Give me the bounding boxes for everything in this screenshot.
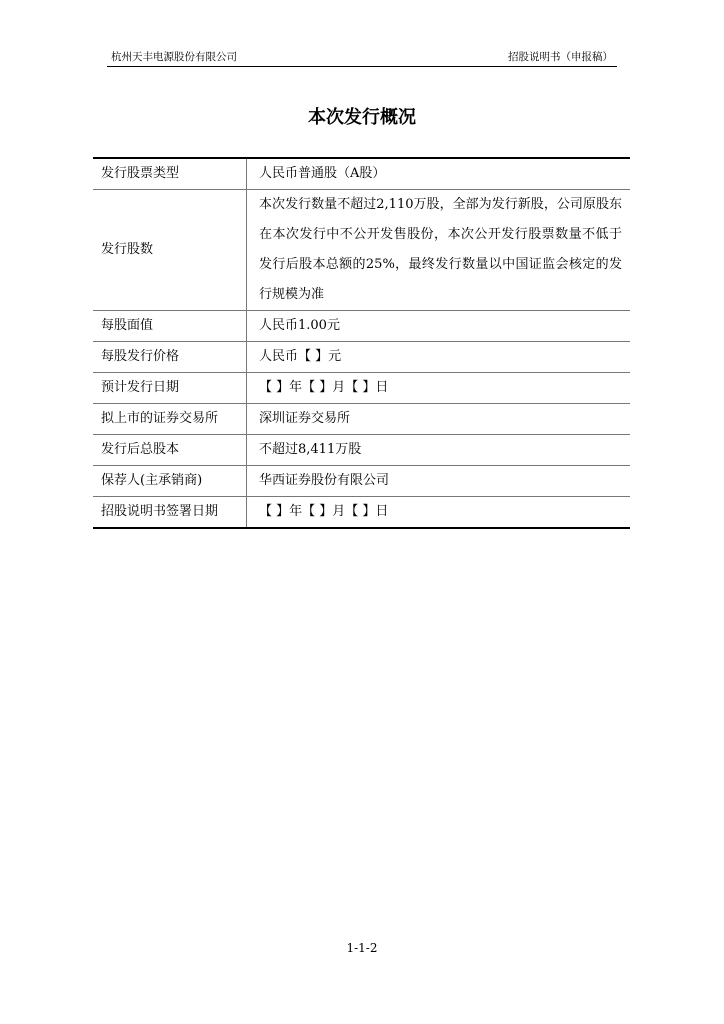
row-value: 人民币【 】元 xyxy=(259,349,342,364)
table-row xyxy=(93,311,630,342)
row-label: 保荐人(主承销商) xyxy=(93,466,247,497)
row-value: 人民币普通股（A股） xyxy=(259,166,386,181)
row-value: 【 】年【 】月【 】日 xyxy=(259,504,389,519)
row-label: 每股发行价格 xyxy=(93,342,247,373)
table-row xyxy=(93,466,630,497)
offering-overview-table xyxy=(93,157,630,529)
row-value: 华西证券股份有限公司 xyxy=(259,473,390,488)
table-row xyxy=(93,373,630,404)
header-document-name: 招股说明书（申报稿） xyxy=(508,51,613,63)
row-value: 人民币1.00元 xyxy=(259,318,340,333)
row-label: 预计发行日期 xyxy=(93,373,247,404)
row-label: 发行后总股本 xyxy=(93,435,247,466)
row-label: 每股面值 xyxy=(93,311,247,342)
table-row xyxy=(93,497,630,529)
table-row xyxy=(93,404,630,435)
row-label: 招股说明书签署日期 xyxy=(93,497,247,529)
row-label: 发行股数 xyxy=(93,190,247,311)
page-number: 1-1-2 xyxy=(346,941,378,955)
table-row xyxy=(93,342,630,373)
row-value: 深圳证券交易所 xyxy=(259,411,351,426)
table-row xyxy=(93,190,630,311)
row-value: 本次发行数量不超过2,110万股，全部为发行新股，公司原股东在本次发行中不公开发售股份，本次公开发行股票数量不低于发行后股本总额的25%，最终发行数量以中国证监会核定的发行规模为准 xyxy=(259,197,622,302)
page-header xyxy=(107,48,617,67)
row-value: 不超过8,411万股 xyxy=(259,442,362,457)
row-value: 【 】年【 】月【 】日 xyxy=(259,380,389,395)
row-label: 发行股票类型 xyxy=(93,158,247,190)
page-title: 本次发行概况 xyxy=(308,107,416,128)
table-row xyxy=(93,158,630,190)
header-company-name: 杭州天丰电源股份有限公司 xyxy=(111,51,237,63)
row-label: 拟上市的证券交易所 xyxy=(93,404,247,435)
table-row xyxy=(93,435,630,466)
